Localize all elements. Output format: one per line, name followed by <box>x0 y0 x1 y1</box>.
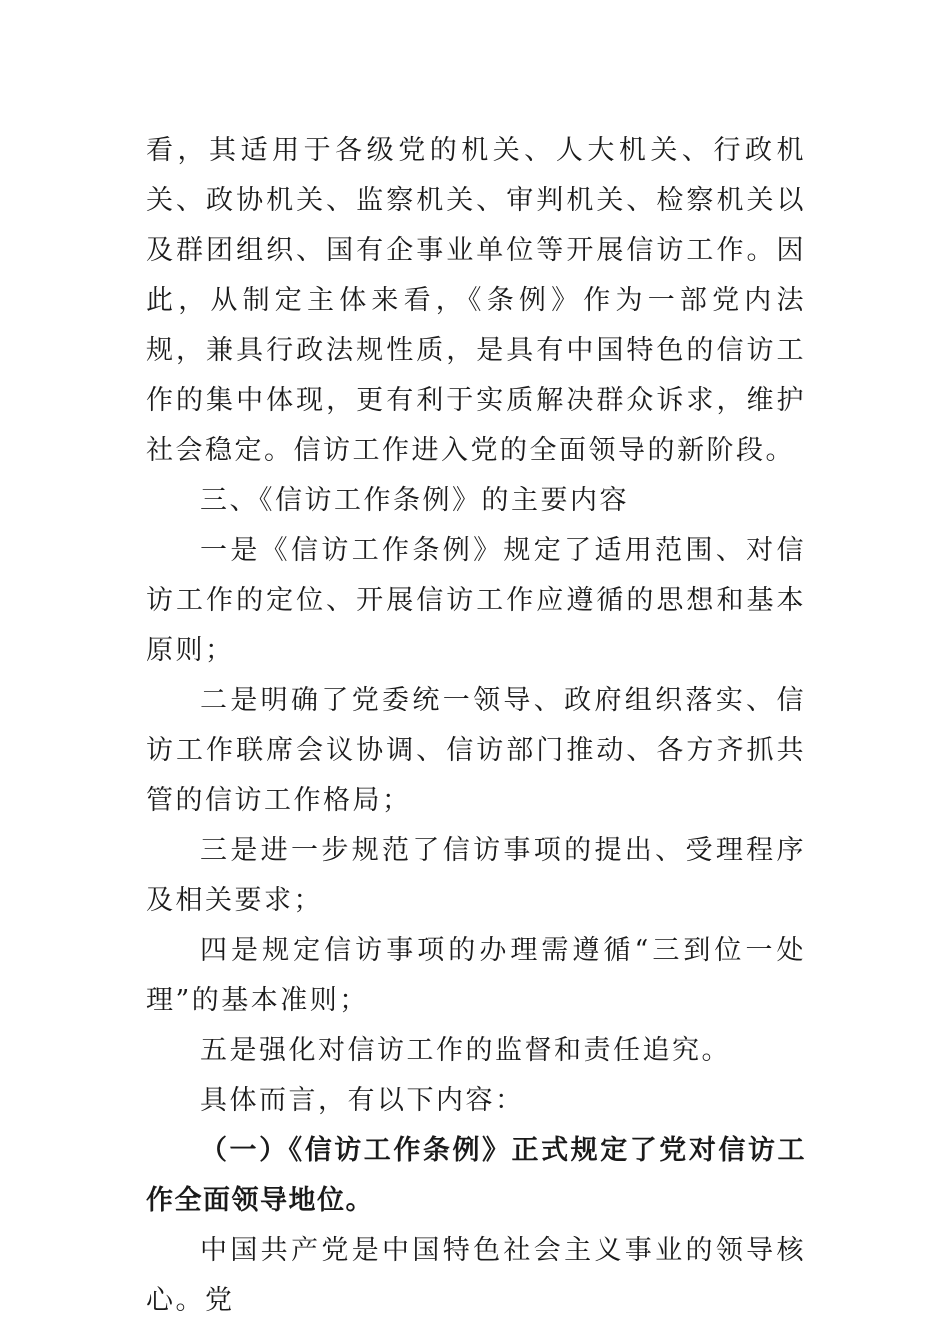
paragraph-text: 中国共产党是中国特色社会主义事业的领导核心。党 <box>146 1235 806 1316</box>
subsection-heading-one <box>146 1126 806 1226</box>
paragraph-text: 一是《信访工作条例》规定了适用范围、对信访工作的定位、开展信访工作应遵循的思想和基本原则； <box>146 535 806 666</box>
paragraph-text: 三、《信访工作条例》的主要内容 <box>200 485 629 516</box>
list-item-second <box>146 676 806 826</box>
paragraph-intro <box>146 1076 806 1126</box>
paragraph-text: 三是进一步规范了信访事项的提出、受理程序及相关要求； <box>146 835 806 916</box>
paragraph-text: 四是规定信访事项的办理需遵循“三到位一处理”的基本准则； <box>146 935 806 1016</box>
paragraph-text: 二是明确了党委统一领导、政府组织落实、信访工作联席会议协调、信访部门推动、各方齐抓共管的信访工作格局； <box>146 685 806 816</box>
paragraph-text: 看，其适用于各级党的机关、人大机关、行政机关、政协机关、监察机关、审判机关、检察机关以及群团组织、国有企事业单位等开展信访工作。因此，从制定主体来看，《条例》作为一部党内法规，兼具行政法规性质，是具有中国特色的信访工作的集中体现，更有利于实质解决群众诉求，维护社会稳定。信访工作进入党的全面领导的新阶段。 <box>146 135 806 466</box>
paragraph-body <box>146 1226 806 1326</box>
document-body <box>146 126 806 1326</box>
paragraph-text: 五是强化对信访工作的监督和责任追究。 <box>200 1035 731 1066</box>
paragraph-text: 具体而言，有以下内容： <box>200 1085 525 1116</box>
paragraph-continuation <box>146 126 806 476</box>
section-heading-main-content <box>146 476 806 526</box>
list-item-fifth <box>146 1026 806 1076</box>
list-item-fourth <box>146 926 806 1026</box>
paragraph-text: （一）《信访工作条例》正式规定了党对信访工作全面领导地位。 <box>146 1135 806 1216</box>
list-item-third <box>146 826 806 926</box>
list-item-first <box>146 526 806 676</box>
